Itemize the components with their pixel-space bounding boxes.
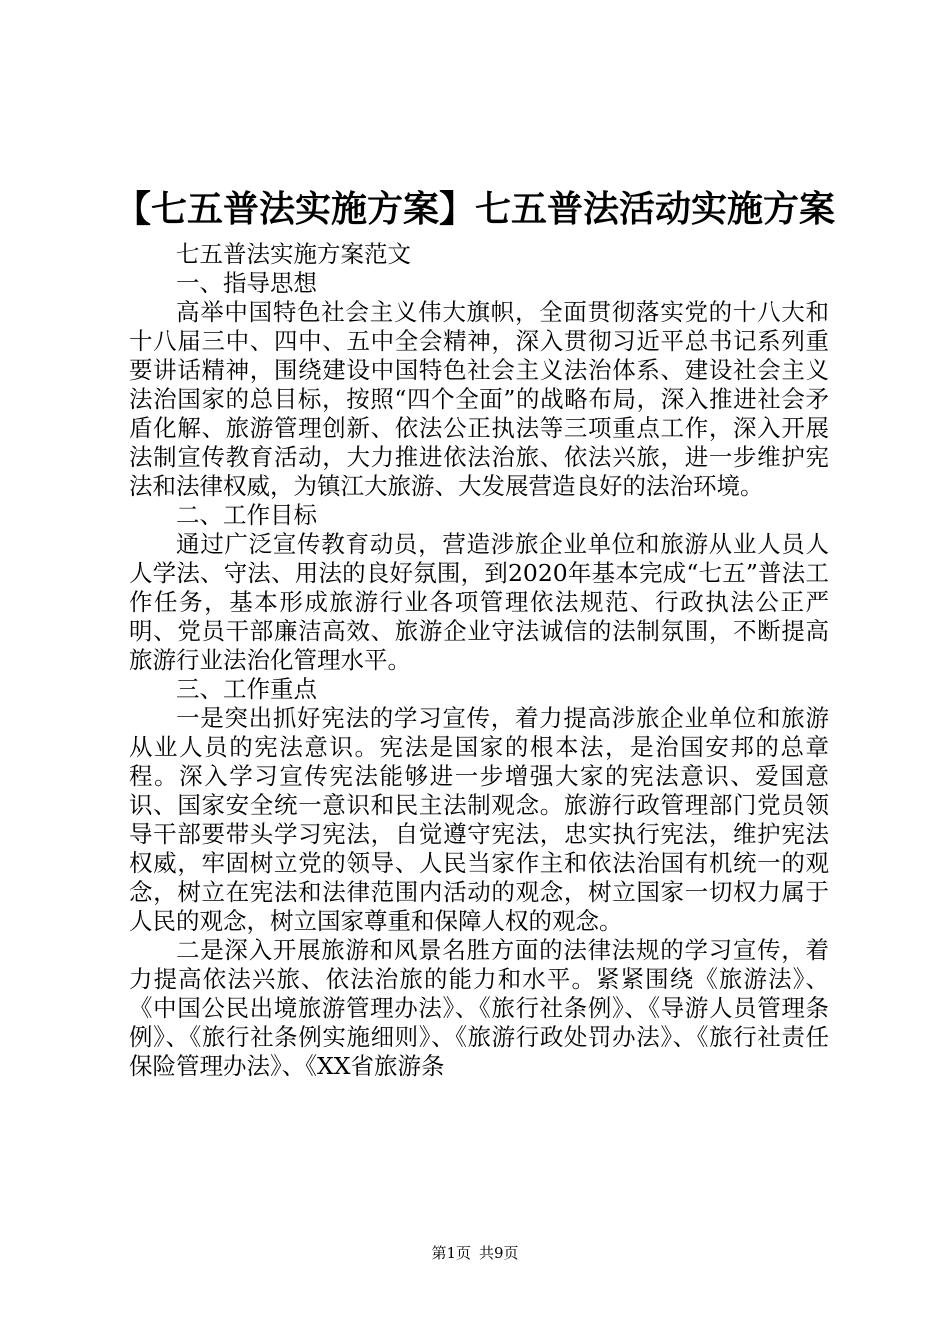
section-heading-3: 三、工作重点 (176, 675, 317, 703)
section-heading-2: 二、工作目标 (176, 501, 317, 529)
page-total: 共9页 (479, 1244, 519, 1262)
page-footer (0, 1243, 950, 1263)
subtitle: 七五普法实施方案范文 (176, 240, 411, 268)
document-body (129, 240, 829, 1081)
paragraph-focus-2: 二是深入开展旅游和风景名胜方面的法律法规的学习宣传，着力提高依法兴旅、依法治旅的能力和水平。紧紧围绕《旅游法》、《中国公民出境旅游管理办法》、《旅行社条例》、《导游人员管理条例》、《旅行社条例实施细则》、《旅游行政处罚办法》、《旅行社责任保险管理办法》、《XX省旅游条 (129, 936, 829, 1080)
paragraph-guiding-thought: 高举中国特色社会主义伟大旗帜，全面贯彻落实党的十八大和十八届三中、四中、五中全会精神，深入贯彻习近平总书记系列重要讲话精神，围绕建设中国特色社会主义法治体系、建设社会主义法治国家的总目标，按照“四个全面”的战略布局，深入推进社会矛盾化解、旅游管理创新、依法公正执法等三项重点工作，深入开展法制宣传教育活动，大力推进依法治旅、依法兴旅，进一步维护宪法和法律权威，为镇江大旅游、大发展营造良好的法治环境。 (129, 298, 829, 500)
paragraph-focus-1: 一是突出抓好宪法的学习宣传，着力提高涉旅企业单位和旅游从业人员的宪法意识。宪法是国家的根本法，是治国安邦的总章程。深入学习宣传宪法能够进一步增强大家的宪法意识、爱国意识、国家安全统一意识和民主法制观念。旅游行政管理部门党员领导干部要带头学习宪法，自觉遵守宪法，忠实执行宪法，维护宪法权威，牢固树立党的领导、人民当家作主和依法治国有机统一的观念，树立在宪法和法律范围内活动的观念，树立国家一切权力属于人民的观念，树立国家尊重和保障人权的观念。 (129, 704, 829, 935)
paragraph-work-goal: 通过广泛宣传教育动员，营造涉旅企业单位和旅游从业人员人人学法、守法、用法的良好氛围，到2020年基本完成“七五”普法工作任务，基本形成旅游行业各项管理依法规范、行政执法公正严明、党员干部廉洁高效、旅游企业守法诚信的法制氛围，不断提高旅游行业法治化管理水平。 (129, 530, 829, 674)
page-number: 第1页 (431, 1244, 471, 1262)
document-title: 【七五普法实施方案】七五普法活动实施方案 (114, 188, 835, 230)
section-heading-1: 一、指导思想 (176, 269, 317, 297)
